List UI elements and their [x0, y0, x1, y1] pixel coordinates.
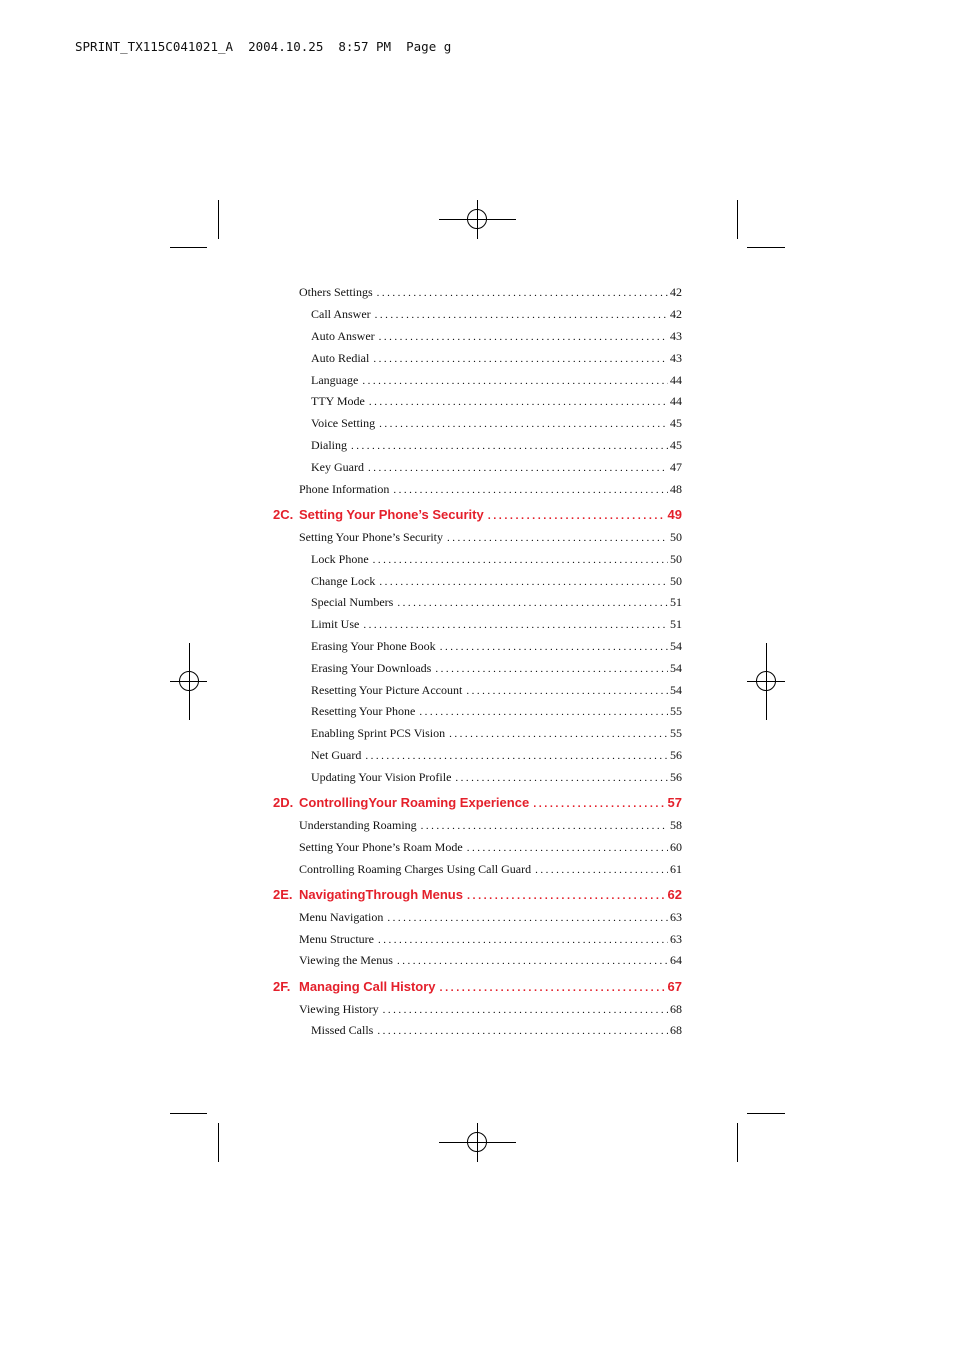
entry-title: Erasing Your Phone Book	[311, 639, 436, 653]
toc-entry[interactable]	[269, 416, 682, 431]
entry-title: Understanding Roaming	[299, 818, 417, 832]
page-number: 48	[670, 482, 682, 496]
toc-entry[interactable]	[269, 953, 682, 968]
dot-leader	[419, 706, 668, 718]
dot-leader	[488, 510, 666, 522]
registration-circle	[179, 671, 199, 691]
dot-leader	[435, 663, 668, 675]
dot-leader	[533, 798, 665, 810]
toc-entry[interactable]	[269, 617, 682, 632]
page-number: 44	[670, 373, 682, 387]
section-number: 2E.	[273, 887, 293, 902]
toc-entry[interactable]	[269, 285, 682, 300]
entry-title: Special Numbers	[311, 595, 394, 609]
dot-leader	[362, 375, 668, 387]
toc-entry[interactable]	[269, 574, 682, 589]
page-number: 67	[667, 979, 682, 994]
dot-leader	[421, 820, 668, 832]
toc-section-entry[interactable]	[269, 979, 682, 994]
section-number: 2C.	[273, 507, 294, 522]
entry-title: Net Guard	[311, 748, 362, 762]
entry-title: Auto Redial	[311, 351, 370, 365]
entry-title: Setting Your Phone’s Roam Mode	[299, 840, 463, 854]
toc-section-entry[interactable]	[269, 795, 682, 810]
toc-entry[interactable]	[269, 704, 682, 719]
toc-entry[interactable]	[269, 307, 682, 322]
toc-entry[interactable]	[269, 932, 682, 947]
entry-title: TTY Mode	[311, 394, 365, 408]
toc-section-entry[interactable]	[269, 887, 682, 902]
page-number: 62	[667, 887, 682, 902]
entry-title: Menu Structure	[299, 932, 374, 946]
toc-entry[interactable]	[269, 329, 682, 344]
entry-title: Missed Calls	[311, 1023, 374, 1037]
page-number: 58	[670, 818, 682, 832]
page-number: 56	[670, 748, 682, 762]
entry-title: Lock Phone	[311, 552, 369, 566]
dot-leader	[467, 842, 668, 854]
toc-entry[interactable]	[269, 552, 682, 567]
page-number: 55	[670, 704, 682, 718]
dot-leader	[378, 934, 668, 946]
entry-title: Resetting Your Picture Account	[311, 683, 463, 697]
dot-leader	[383, 1004, 668, 1016]
dot-leader	[379, 576, 668, 588]
entry-title: Others Settings	[299, 285, 373, 299]
dot-leader	[363, 619, 668, 631]
toc-entry[interactable]	[269, 373, 682, 388]
page-number: 50	[670, 574, 682, 588]
page-number: 50	[670, 552, 682, 566]
page-number: 60	[670, 840, 682, 854]
registration-circle	[756, 671, 776, 691]
registration-circle	[467, 1132, 487, 1152]
toc-entry[interactable]	[269, 639, 682, 654]
page-number: 49	[667, 507, 682, 522]
page-number: 68	[670, 1002, 682, 1016]
dot-leader	[449, 728, 668, 740]
toc-entry[interactable]	[269, 862, 682, 877]
toc-entry[interactable]	[269, 726, 682, 741]
page-number: 43	[670, 329, 682, 343]
dot-leader	[368, 462, 668, 474]
entry-title: Viewing the Menus	[299, 953, 393, 967]
page-number: 68	[670, 1023, 682, 1037]
toc-entry[interactable]	[269, 770, 682, 785]
toc-entry[interactable]	[269, 1023, 682, 1038]
page-number: 54	[670, 639, 682, 653]
crop-mark	[747, 247, 785, 248]
entry-title: Voice Setting	[311, 416, 376, 430]
crop-mark	[737, 200, 738, 239]
crop-mark	[218, 1123, 219, 1162]
page-number: 63	[670, 910, 682, 924]
dot-leader	[440, 641, 668, 653]
dot-leader	[379, 418, 668, 430]
dot-leader	[373, 353, 668, 365]
entry-title: Managing Call History	[299, 979, 436, 994]
dot-leader	[467, 890, 666, 902]
toc-entry[interactable]	[269, 840, 682, 855]
page-number: 61	[670, 862, 682, 876]
page-number: 45	[670, 416, 682, 430]
dot-leader	[393, 484, 668, 496]
toc-entry[interactable]	[269, 748, 682, 763]
page-number: 54	[670, 683, 682, 697]
dot-leader	[375, 309, 668, 321]
entry-title: Setting Your Phone’s Security	[299, 530, 444, 544]
page-number: 64	[670, 953, 682, 967]
dot-leader	[369, 396, 668, 408]
crop-mark	[737, 1123, 738, 1162]
entry-title: Call Answer	[311, 307, 371, 321]
crop-mark	[170, 247, 207, 248]
toc-entry[interactable]	[269, 460, 682, 475]
dot-leader	[466, 685, 668, 697]
entry-title: Language	[311, 373, 359, 387]
page-number: 54	[670, 661, 682, 675]
toc-entry[interactable]	[269, 530, 682, 545]
dot-leader	[351, 440, 668, 452]
crop-mark	[170, 1113, 207, 1114]
entry-title: Viewing History	[299, 1002, 379, 1016]
page-number: 44	[670, 394, 682, 408]
print-slug: SPRINT_TX115C041021_A 2004.10.25 8:57 PM Page g	[75, 39, 452, 54]
page-number: 45	[670, 438, 682, 452]
entry-title: Updating Your Vision Profile	[311, 770, 452, 784]
crop-mark	[218, 200, 219, 239]
dot-leader	[455, 772, 668, 784]
toc-entry[interactable]	[269, 438, 682, 453]
toc-entry[interactable]	[269, 818, 682, 833]
page-number: 43	[670, 351, 682, 365]
page-number: 42	[670, 285, 682, 299]
toc-entry[interactable]	[269, 683, 682, 698]
dot-leader	[447, 532, 668, 544]
toc-entry[interactable]	[269, 482, 682, 497]
dot-leader	[379, 331, 668, 343]
entry-title: Menu Navigation	[299, 910, 384, 924]
page-number: 57	[667, 795, 682, 810]
page-number: 47	[670, 460, 682, 474]
page-number: 55	[670, 726, 682, 740]
dot-leader	[377, 287, 668, 299]
page-number: 63	[670, 932, 682, 946]
entry-title: Erasing Your Downloads	[311, 661, 432, 675]
toc-entry[interactable]	[269, 1002, 682, 1017]
entry-title: Key Guard	[311, 460, 364, 474]
dot-leader	[387, 912, 668, 924]
page-number: 51	[670, 595, 682, 609]
toc-entry[interactable]	[269, 351, 682, 366]
registration-circle	[467, 209, 487, 229]
page-number: 42	[670, 307, 682, 321]
dot-leader	[377, 1025, 668, 1037]
entry-title: Enabling Sprint PCS Vision	[311, 726, 446, 740]
entry-title: Change Lock	[311, 574, 376, 588]
dot-leader	[373, 554, 668, 566]
dot-leader	[397, 597, 668, 609]
entry-title: Auto Answer	[311, 329, 375, 343]
section-number: 2F.	[273, 979, 291, 994]
dot-leader	[365, 750, 668, 762]
toc-entry[interactable]	[269, 595, 682, 610]
dot-leader	[440, 982, 666, 994]
entry-title: Dialing	[311, 438, 347, 452]
toc-entry[interactable]	[269, 394, 682, 409]
page-number: 51	[670, 617, 682, 631]
section-number: 2D.	[273, 795, 294, 810]
crop-mark	[747, 1113, 785, 1114]
dot-leader	[397, 955, 668, 967]
entry-title: Controlling Roaming Charges Using Call Guard	[299, 862, 532, 876]
toc-entry[interactable]	[269, 661, 682, 676]
entry-title: Setting Your Phone’s Security	[299, 507, 484, 522]
entry-title: Phone Information	[299, 482, 390, 496]
toc-section-entry[interactable]	[269, 507, 682, 522]
page-number: 50	[670, 530, 682, 544]
dot-leader	[535, 864, 668, 876]
entry-title: Resetting Your Phone	[311, 704, 416, 718]
page-number: 56	[670, 770, 682, 784]
toc-entry[interactable]	[269, 910, 682, 925]
entry-title: NavigatingThrough Menus	[299, 887, 463, 902]
entry-title: Limit Use	[311, 617, 360, 631]
entry-title: ControllingYour Roaming Experience	[299, 795, 530, 810]
